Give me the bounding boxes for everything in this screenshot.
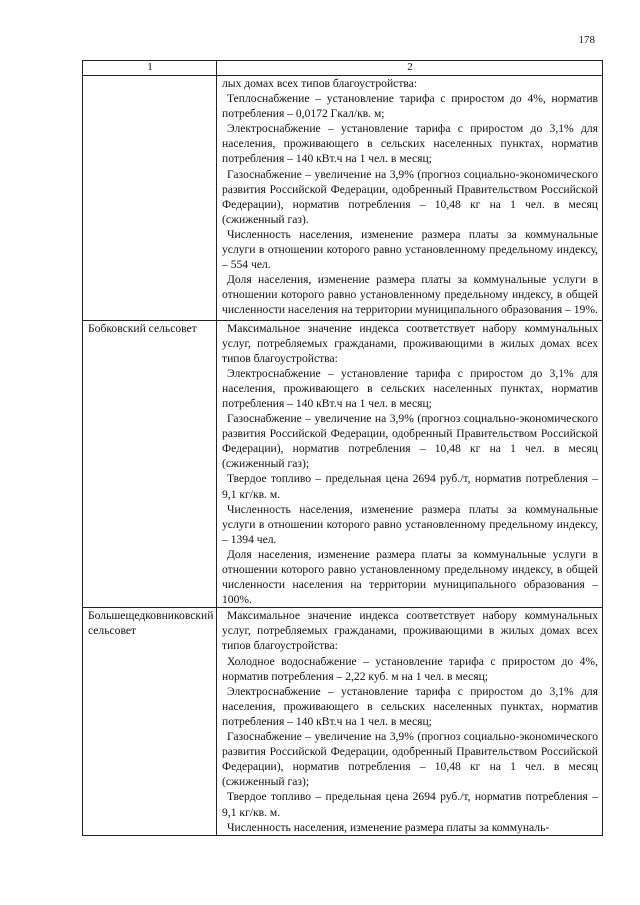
description-paragraph: Электроснабжение – установление тарифа с приростом до 3,1% для населения, проживающего в сельских населенных пунктах, норматив потребления – 140 кВт.ч на 1 чел. в месяц; <box>222 366 598 410</box>
description-paragraph: Холодное водоснабжение – установление тарифа с приростом до 4%, норматив потребления – 2,22 куб. м на 1 чел. в месяц; <box>222 654 598 683</box>
column-header-2: 2 <box>217 61 603 76</box>
page-number: 178 <box>578 34 595 46</box>
municipality-name-cell <box>83 76 217 321</box>
description-paragraph: Газоснабжение – увеличение на 3,9% (прогноз социально-экономического развития Российской Федерации, одобренный Правительством Российской Федерации), норматив потребления – 10,48 кг на 1 чел. в месяц (сжиженный газ). <box>222 167 598 226</box>
index-description-cell <box>217 320 603 608</box>
description-paragraph: Численность населения, изменение размера платы за коммуналь- <box>227 820 550 834</box>
table-row <box>83 76 603 321</box>
index-description-cell <box>217 608 603 835</box>
municipality-name-cell: Большещедковниковский сельсовет <box>83 608 217 835</box>
description-paragraph: Твердое топливо – предельная цена 2694 руб./т, норматив потребления – 9,1 кг/кв. м. <box>222 472 598 501</box>
description-paragraph: Твердое топливо – предельная цена 2694 руб./т, норматив потребления – 9,1 кг/кв. м. <box>222 790 598 819</box>
description-paragraph: Электроснабжение – установление тарифа с приростом до 3,1% для населения, проживающего в сельских населенных пунктах, норматив потребления – 140 кВт.ч на 1 чел. в месяц; <box>222 684 598 728</box>
description-paragraph: лых домах всех типов благоустройства: <box>222 77 418 90</box>
table-header-row <box>83 61 603 76</box>
description-paragraph: Максимальное значение индекса соответствует набору коммунальных услуг, потребляемых гражданами, проживающими в жилых домах всех типов благоустройства: <box>222 321 598 365</box>
description-paragraph: Максимальное значение индекса соответствует набору коммунальных услуг, потребляемых гражданами, проживающими в жилых домах всех типов благоустройства: <box>222 609 598 653</box>
index-description-cell <box>217 76 603 321</box>
description-paragraph: Теплоснабжение – установление тарифа с приростом до 4%, норматив потребления – 0,0172 Гкал/кв. м; <box>222 92 598 121</box>
description-paragraph: Электроснабжение – установление тарифа с приростом до 3,1% для населения, проживающего в сельских населенных пунктах, норматив потребления – 140 кВт.ч на 1 чел. в месяц; <box>222 122 598 166</box>
description-paragraph: Доля населения, изменение размера платы за коммунальные услуги в отношении которого равно установленному предельному индексу, в общей численности населения на территории муниципального образования – 100%. <box>222 547 598 607</box>
column-header-1: 1 <box>83 61 217 76</box>
table-row <box>83 320 603 608</box>
document-table <box>82 60 603 836</box>
description-paragraph: Газоснабжение – увеличение на 3,9% (прогноз социально-экономического развития Российской Федерации, одобренный Правительством Российской Федерации), норматив потребления – 10,48 кг на 1 чел. в месяц (сжиженный газ); <box>222 412 598 471</box>
description-paragraph: Численность населения, изменение размера платы за коммунальные услуги в отношении которого равно установленному предельному индексу, – 1394 чел. <box>222 502 598 546</box>
description-paragraph: Численность населения, изменение размера платы за коммунальные услуги в отношении которого равно установленному предельному индексу, – 554 чел. <box>222 227 598 272</box>
table-row <box>83 608 603 835</box>
description-paragraph: Доля населения, изменение размера платы за коммунальные услуги в отношении которого равно установленному предельному индексу, в общей численности населения на территории муниципального образования – 19%. <box>222 273 598 317</box>
description-paragraph: Газоснабжение – увеличение на 3,9% (прогноз социально-экономического развития Российской Федерации, одобренный Правительством Российской Федерации), норматив потребления – 10,48 кг на 1 чел. в месяц (сжиженный газ); <box>222 730 598 789</box>
municipality-name-cell: Бобковский сельсовет <box>83 320 217 608</box>
